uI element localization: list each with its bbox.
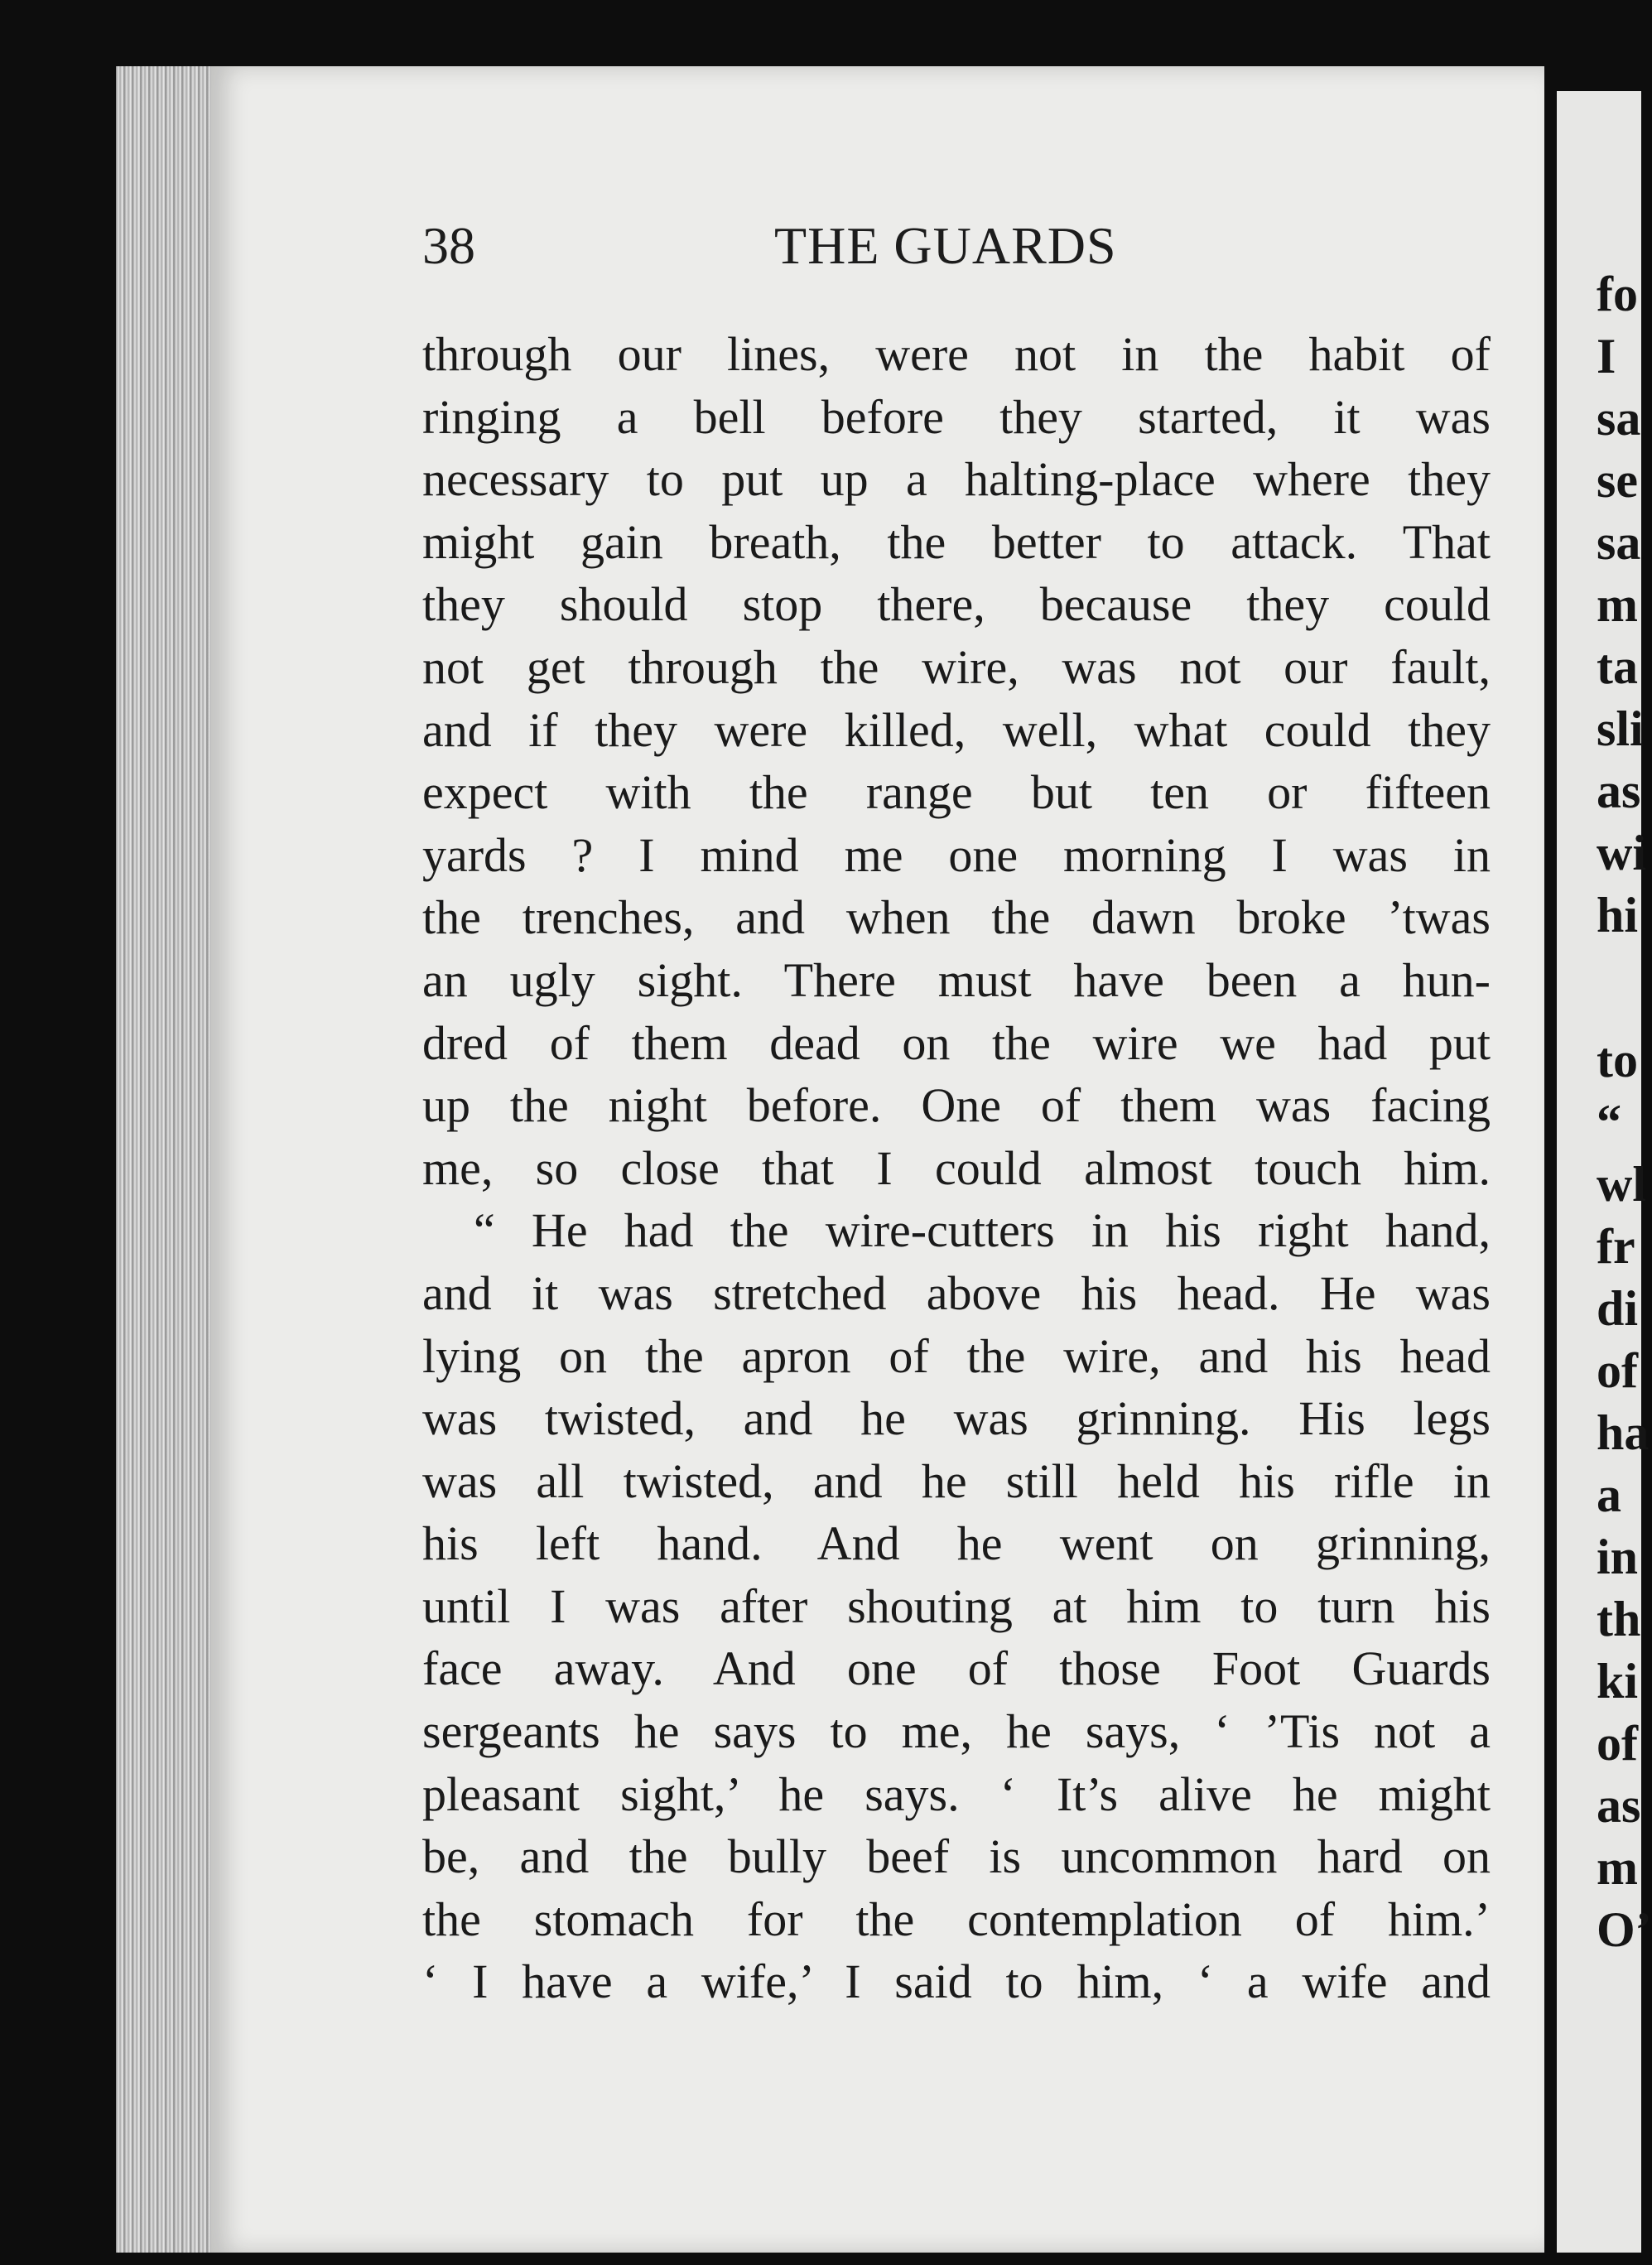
facing-page-fragment: O’ xyxy=(1597,1902,1652,1957)
facing-page-fragment: se xyxy=(1597,453,1638,508)
text-line: might gain breath, the better to attack. That xyxy=(422,514,1491,569)
facing-page-fragment: m xyxy=(1597,1840,1638,1895)
text-line: pleasant sight,’ he says. ‘ It’s alive he might xyxy=(422,1766,1491,1821)
facing-page-fragment: ki xyxy=(1597,1654,1639,1708)
text-line: up the night before. One of them was facing xyxy=(422,1078,1491,1133)
text-line: me, so close that I could almost touch him. xyxy=(422,1140,1491,1195)
facing-page-fragment: a xyxy=(1597,1467,1621,1522)
text-line: the trenches, and when the dawn broke ’twas xyxy=(422,890,1491,945)
text-line: “ He had the wire-cutters in his right hand, xyxy=(474,1203,1491,1258)
text-line: be, and the bully beef is uncommon hard on xyxy=(422,1829,1491,1884)
text-line: was twisted, and he was grinning. His legs xyxy=(422,1391,1491,1446)
facing-page-fragment: di xyxy=(1597,1281,1639,1336)
facing-page-fragment: wi xyxy=(1597,826,1646,880)
text-line: they should stop there, because they could xyxy=(422,577,1491,632)
facing-page-fragment: as xyxy=(1597,764,1641,818)
text-line: through our lines, were not in the habit of xyxy=(422,327,1491,381)
facing-page-fragment: sli xyxy=(1597,701,1644,756)
text-line: not get through the wire, was not our fault, xyxy=(422,639,1491,694)
page-header xyxy=(422,215,1499,282)
text-line: expect with the range but ten or fifteen xyxy=(422,765,1491,820)
facing-page-fragment: as xyxy=(1597,1778,1641,1833)
facing-page-fragment: th xyxy=(1597,1592,1641,1646)
text-line: dred of them dead on the wire we had put xyxy=(422,1015,1491,1070)
text-line: yards ? I mind me one morning I was in xyxy=(422,827,1491,882)
running-title: THE GUARDS xyxy=(774,216,1117,275)
text-line: until I was after shouting at him to turn his xyxy=(422,1578,1491,1633)
text-line: ringing a bell before they started, it was xyxy=(422,389,1491,444)
text-line: ‘ I have a wife,’ I said to him, ‘ a wife and xyxy=(422,1954,1491,2009)
text-line: an ugly sight. There must have been a hun- xyxy=(422,952,1491,1007)
facing-page-fragment: to xyxy=(1597,1033,1638,1087)
text-line: was all twisted, and he still held his rifle in xyxy=(422,1453,1491,1508)
facing-page-fragment: of xyxy=(1597,1343,1638,1398)
facing-page-fragment: sa xyxy=(1597,391,1641,446)
facing-page-fragment: “ xyxy=(1597,1095,1621,1149)
body-text xyxy=(422,323,1491,2013)
text-line: sergeants he says to me, he says, ‘ ’Tis not a xyxy=(422,1704,1491,1759)
book-page-right xyxy=(1557,91,1652,2253)
text-line: lying on the apron of the wire, and his head xyxy=(422,1328,1491,1383)
text-line: and it was stretched above his head. He was xyxy=(422,1265,1491,1320)
facing-page-fragment: m xyxy=(1597,577,1638,632)
facing-page-fragment: ta xyxy=(1597,639,1638,694)
text-line: his left hand. And he went on grinning, xyxy=(422,1516,1491,1571)
text-line: the stomach for the contemplation of him.’ xyxy=(422,1892,1491,1946)
page-number: 38 xyxy=(422,216,475,275)
facing-page-fragment: hi xyxy=(1597,888,1639,942)
facing-page-fragment: fo xyxy=(1597,267,1638,321)
facing-page-fragment: in xyxy=(1597,1530,1639,1584)
text-line: and if they were killed, well, what could they xyxy=(422,702,1491,757)
text-line: necessary to put up a halting-place where they xyxy=(422,452,1491,507)
facing-page-fragment: wl xyxy=(1597,1157,1646,1212)
facing-page-fragment: ha xyxy=(1597,1405,1650,1460)
facing-page-fragment: of xyxy=(1597,1716,1638,1771)
facing-page-fragment: I xyxy=(1597,329,1616,383)
facing-page-fragment: sa xyxy=(1597,515,1641,570)
text-line: face away. And one of those Foot Guards xyxy=(422,1641,1491,1696)
book-gutter-edge xyxy=(116,66,224,2253)
facing-page-fragment: fr xyxy=(1597,1219,1635,1274)
